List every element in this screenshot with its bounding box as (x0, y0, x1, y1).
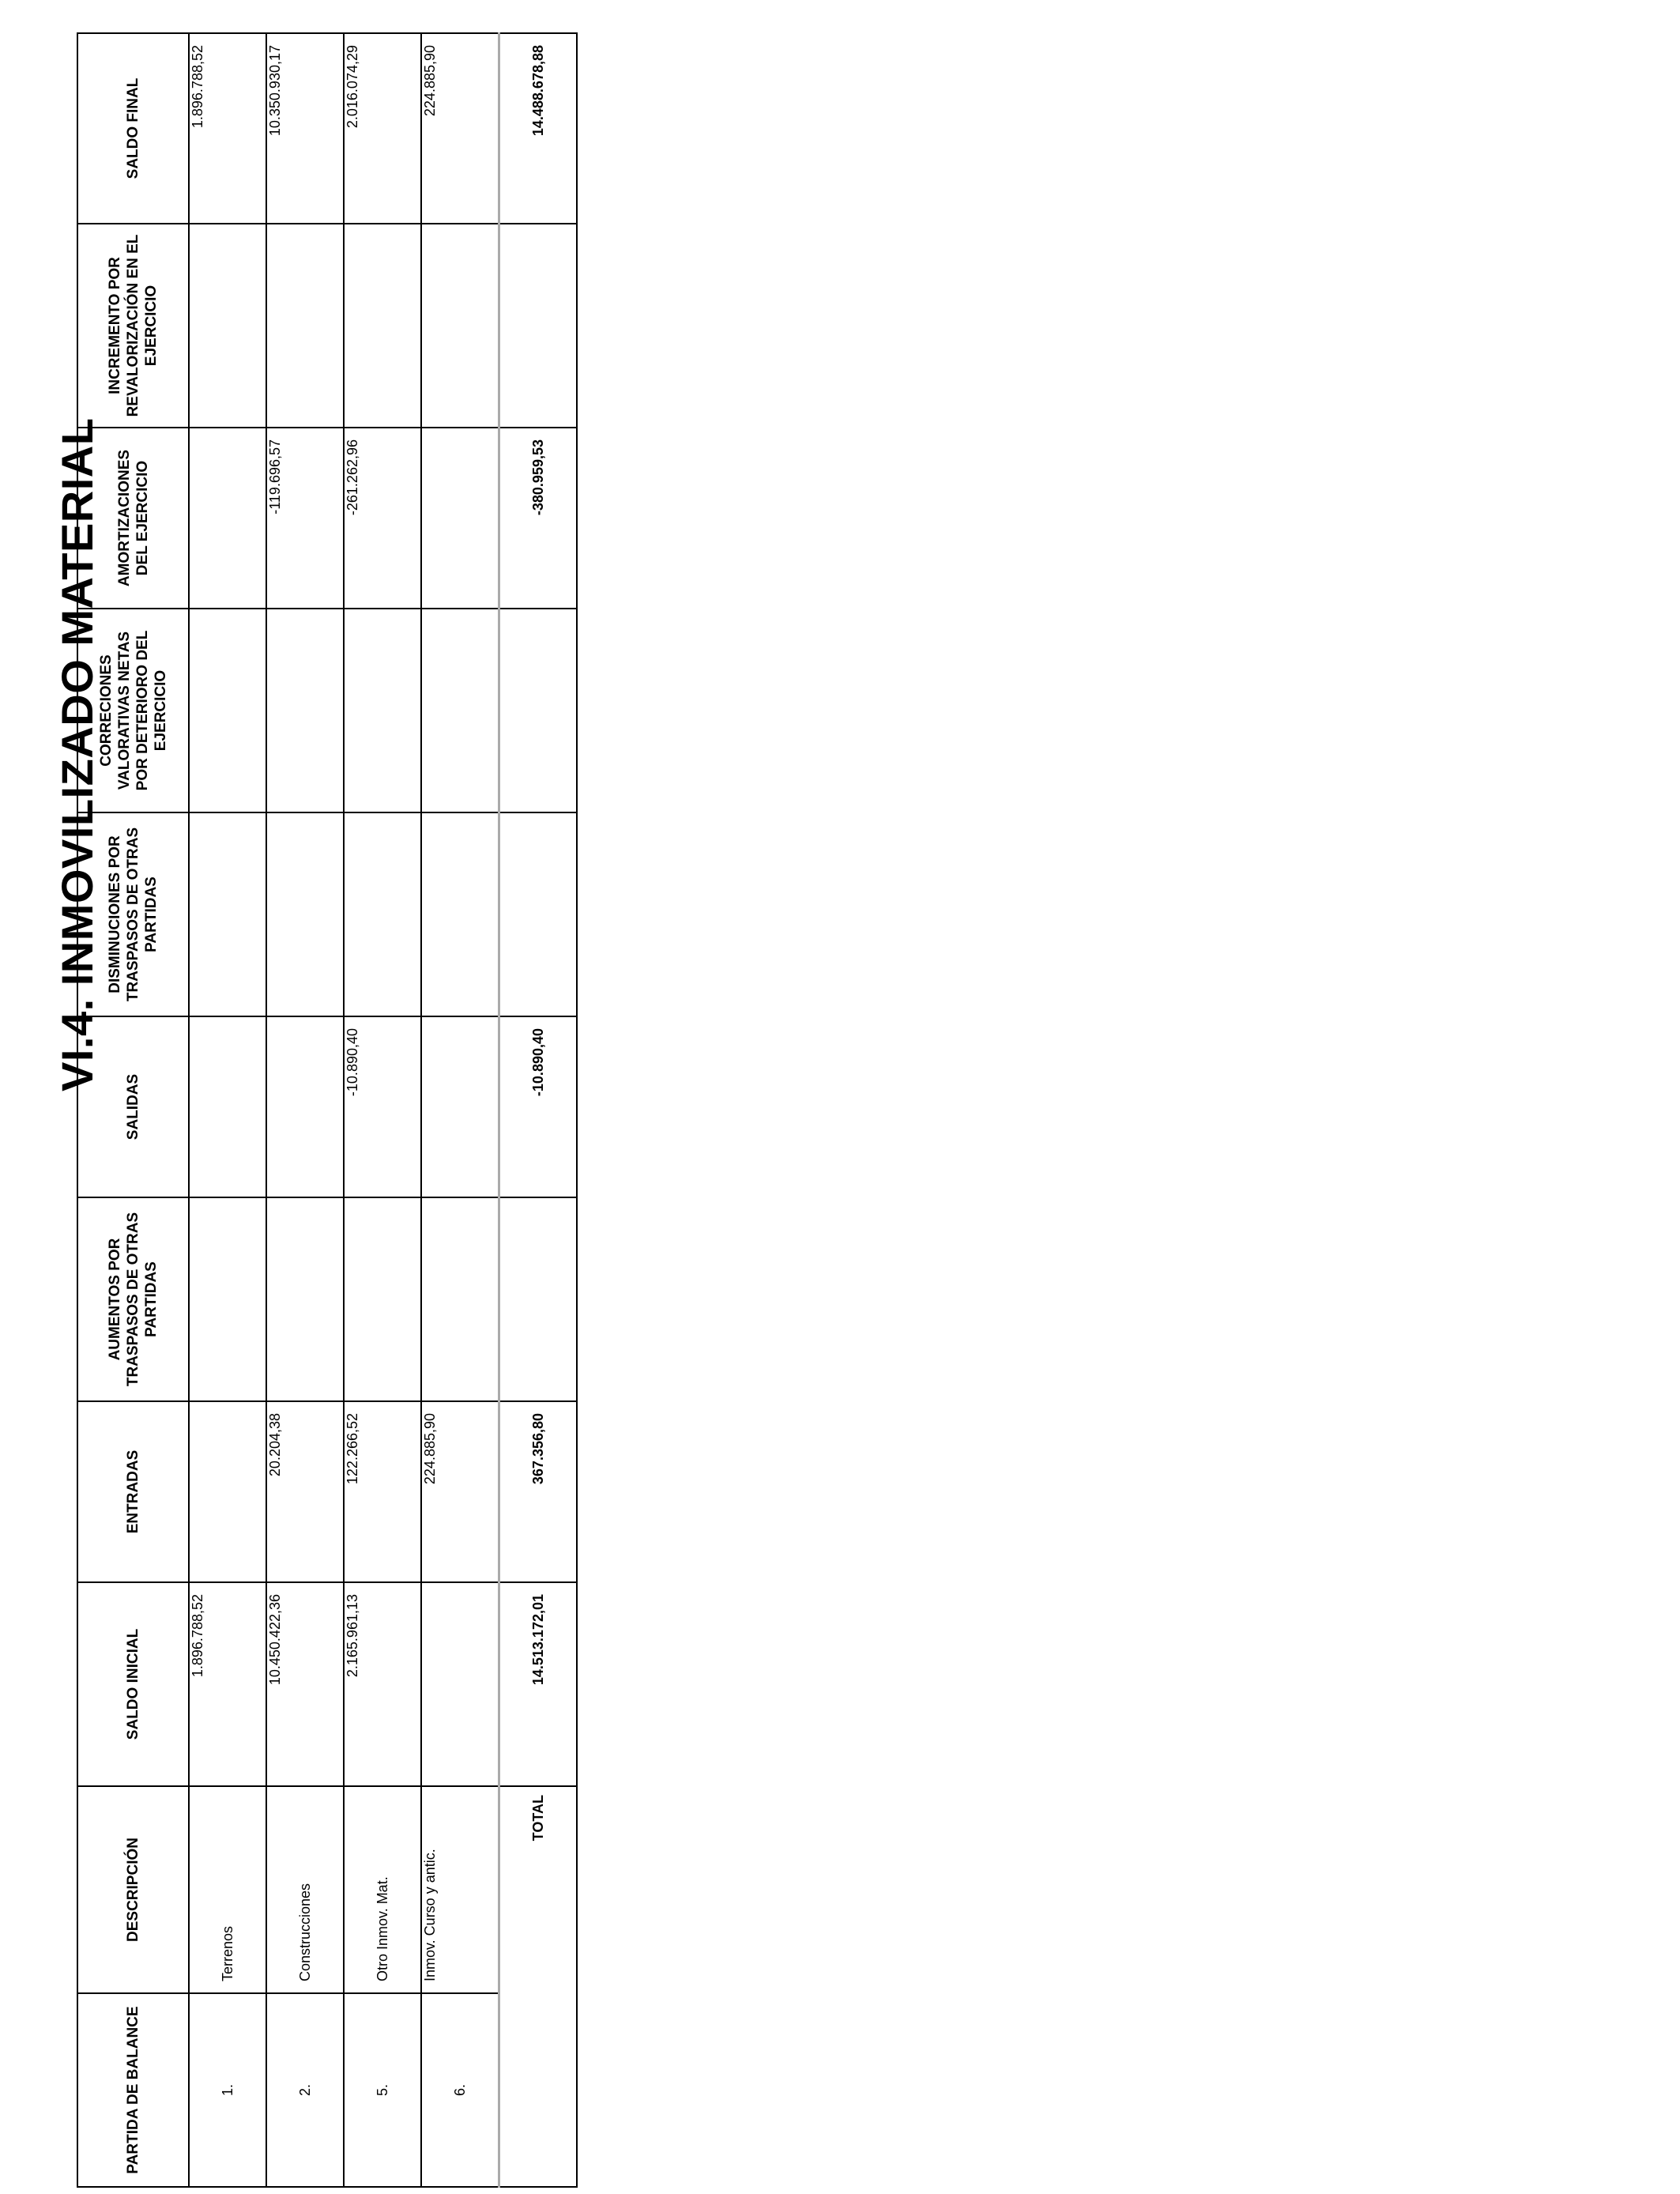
cell-aumentos (344, 1197, 421, 1401)
header-disminuciones: DISMINUCIONES POR TRASPASOS DE OTRAS PARTIDAS (77, 812, 189, 1016)
cell-amortizaciones (189, 428, 266, 609)
cell-correcciones (189, 609, 266, 812)
table-row (421, 33, 499, 2187)
header-aumentos: AUMENTOS POR TRASPASOS DE OTRAS PARTIDAS (77, 1197, 189, 1401)
header-correcciones: CORRECIONES VALORATIVAS NETAS POR DETERIORO DEL EJERCICIO (77, 609, 189, 812)
cell-entradas: 122.266,52 (344, 1401, 421, 1582)
header-amortizaciones: AMORTIZACIONES DEL EJERCICIO (77, 428, 189, 609)
cell-incremento (421, 224, 499, 428)
cell-entradas (189, 1401, 266, 1582)
cell-saldo-inicial (421, 1582, 499, 1786)
cell-disminuciones (421, 812, 499, 1016)
inmovilizado-table (77, 32, 578, 2188)
header-saldo-inicial: SALDO INICIAL (77, 1582, 189, 1786)
cell-saldo-inicial: 2.165.961,13 (344, 1582, 421, 1786)
cell-aumentos (189, 1197, 266, 1401)
cell-aumentos (266, 1197, 344, 1401)
total-disminuciones (499, 812, 578, 1016)
total-saldo-inicial: 14.513.172,01 (499, 1582, 578, 1786)
total-aumentos (499, 1197, 578, 1401)
total-row (499, 33, 578, 2187)
page-title: VI.4. INMOVILIZADO MATERIAL (52, 417, 102, 1091)
cell-descripcion: Terrenos (189, 1786, 266, 1993)
total-entradas: 367.356,80 (499, 1401, 578, 1582)
cell-salidas: -10.890,40 (344, 1016, 421, 1197)
header-salidas: SALIDAS (77, 1016, 189, 1197)
cell-amortizaciones: -119.696,57 (266, 428, 344, 609)
cell-descripcion: Otro Inmov. Mat. (344, 1786, 421, 1993)
cell-correcciones (344, 609, 421, 812)
total-salidas: -10.890,40 (499, 1016, 578, 1197)
cell-partida: 5. (344, 1993, 421, 2187)
cell-partida: 6. (421, 1993, 499, 2187)
cell-incremento (344, 224, 421, 428)
header-entradas: ENTRADAS (77, 1401, 189, 1582)
table-row (344, 33, 421, 2187)
cell-partida: 2. (266, 1993, 344, 2187)
cell-correcciones (266, 609, 344, 812)
total-amortizaciones: -380.959,53 (499, 428, 578, 609)
cell-disminuciones (189, 812, 266, 1016)
header-partida: PARTIDA DE BALANCE (77, 1993, 189, 2187)
inmovilizado-table-container (77, 34, 544, 2188)
cell-salidas (189, 1016, 266, 1197)
cell-incremento (266, 224, 344, 428)
total-spacer (499, 1993, 578, 2187)
cell-disminuciones (266, 812, 344, 1016)
cell-disminuciones (344, 812, 421, 1016)
cell-partida: 1. (189, 1993, 266, 2187)
cell-saldo-inicial: 10.450.422,36 (266, 1582, 344, 1786)
total-label: TOTAL (499, 1786, 578, 1993)
cell-saldo-final: 1.896.788,52 (189, 33, 266, 224)
total-correcciones (499, 609, 578, 812)
cell-correcciones (421, 609, 499, 812)
header-saldo-final: SALDO FINAL (77, 33, 189, 224)
total-saldo-final: 14.488.678,88 (499, 33, 578, 224)
cell-salidas (421, 1016, 499, 1197)
cell-entradas: 20.204,38 (266, 1401, 344, 1582)
cell-saldo-final: 10.350.930,17 (266, 33, 344, 224)
total-incremento (499, 224, 578, 428)
header-descripcion: DESCRIPCIÓN (77, 1786, 189, 1993)
cell-amortizaciones (421, 428, 499, 609)
cell-salidas (266, 1016, 344, 1197)
header-incremento: INCREMENTO POR REVALORIZACIÓN EN EL EJERCICIO (77, 224, 189, 428)
cell-amortizaciones: -261.262,96 (344, 428, 421, 609)
header-row (77, 33, 189, 2187)
cell-descripcion: Construcciones (266, 1786, 344, 1993)
table-row (189, 33, 266, 2187)
cell-incremento (189, 224, 266, 428)
cell-saldo-final: 224.885,90 (421, 33, 499, 224)
cell-saldo-inicial: 1.896.788,52 (189, 1582, 266, 1786)
cell-entradas: 224.885,90 (421, 1401, 499, 1582)
cell-saldo-final: 2.016.074,29 (344, 33, 421, 224)
cell-aumentos (421, 1197, 499, 1401)
table-row (266, 33, 344, 2187)
cell-descripcion: Inmov. Curso y antic. (421, 1786, 499, 1993)
